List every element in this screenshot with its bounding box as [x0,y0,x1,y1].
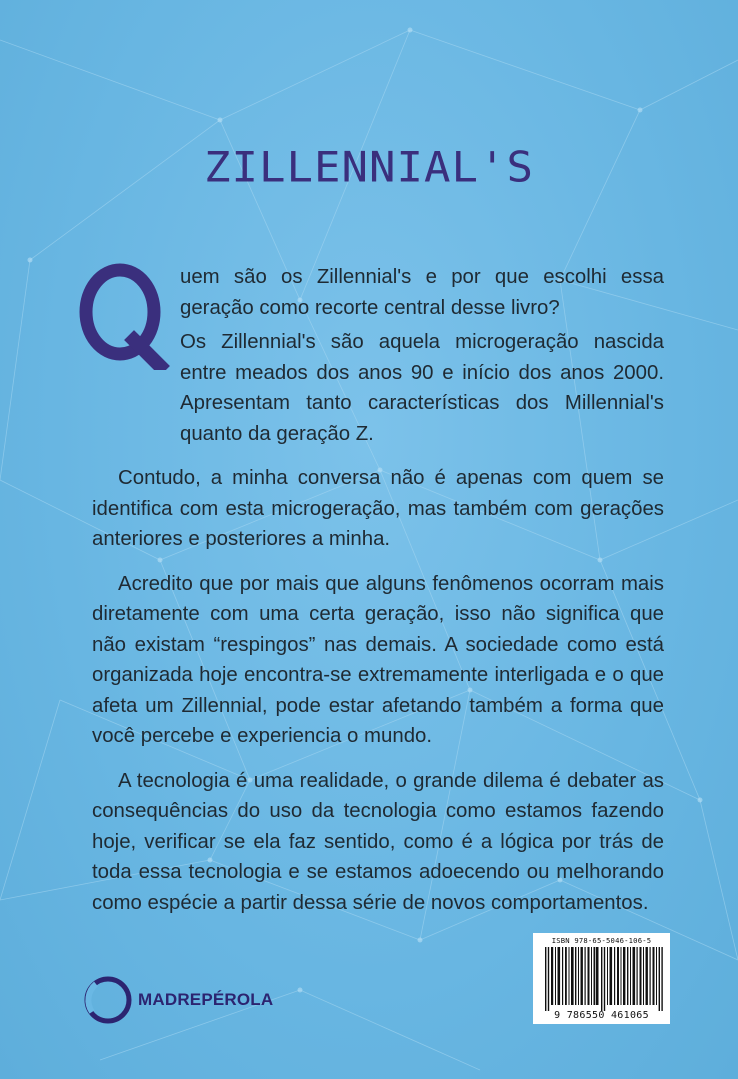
paragraph-5: A tecnologia é uma realidade, o grande dilema é debater as consequências do uso da tecnologia como estamos fazendo hoje, verificar se ela faz sentido, como é a lógica por trás de toda essa tecnologia e se estamos adoecendo ou melhorando como espécie a partir dessa série de novos comportamentos. [92,769,664,914]
publisher-logo [80,972,273,1028]
paragraph-2: Os Zillennial's são aquela microgeração nascida entre meados dos anos 90 e início dos anos 2000. Apresentam tanto características dos Millennial's quanto da geração Z. [180,331,664,445]
circle-ring-icon [80,972,136,1028]
isbn-label: ISBN 978-65-5046-106-5 [551,936,652,945]
paragraph-1: uem são os Zillennial's e por que escolhi essa geração como recorte central desse livro? [180,266,664,319]
barcode-bars [545,947,663,1011]
cover-synopsis [92,262,664,918]
isbn-digits: 9 786550 461065 [554,1010,649,1021]
isbn-barcode [533,933,670,1024]
book-title: ZILLENNIAL'S [204,143,534,192]
publisher-name: MADREPÉROLA [138,990,274,1009]
paragraph-3: Contudo, a minha conversa não é apenas com quem se identifica com esta microgeração, mas também com gerações anteriores e posteriores a minha. [92,467,664,550]
paragraph-4: Acredito que por mais que alguns fenômenos ocorram mais diretamente com uma certa geração, isso não significa que não existam “respingos” nas demais. A sociedade como está organizada hoje encontra-se extremamente interligada e o que afeta um Zillennial, pode estar afetando também a forma que você percebe e experiencia o mundo. [92,572,664,747]
